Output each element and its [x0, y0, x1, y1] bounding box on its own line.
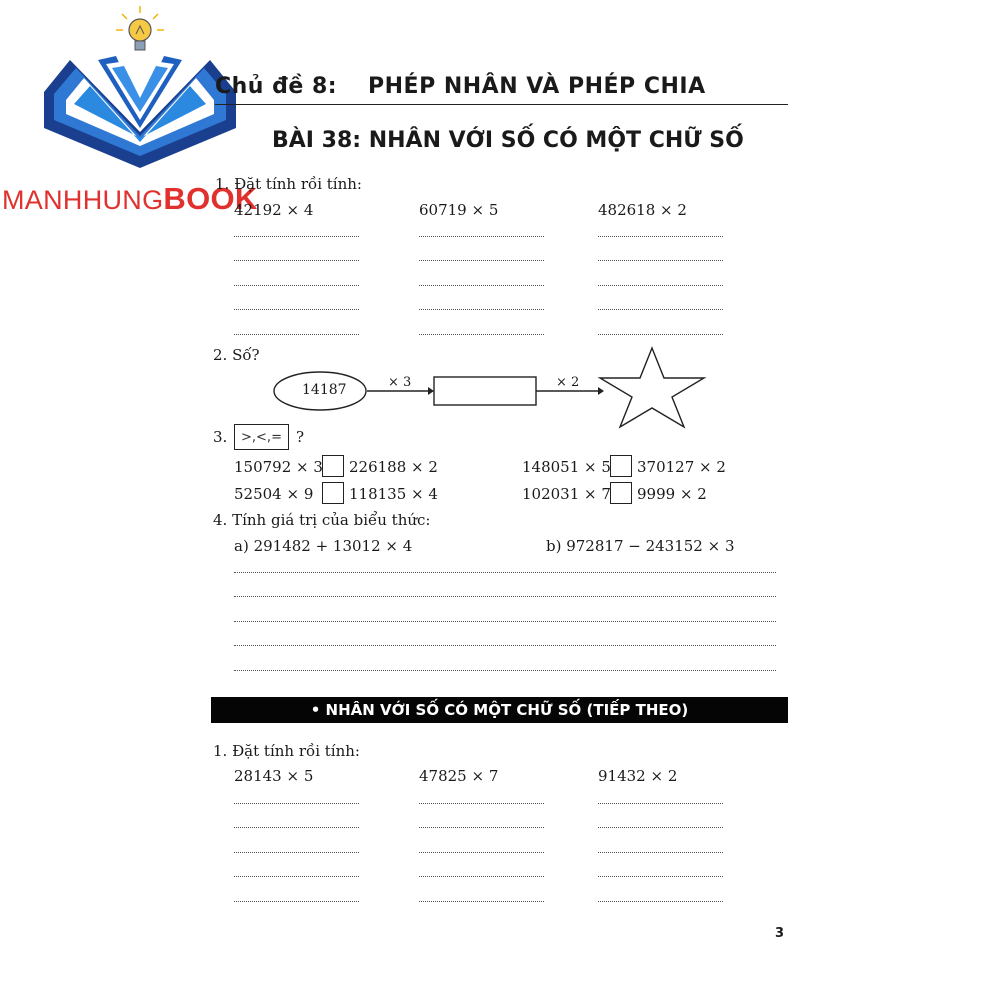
start-number: 14187 [302, 382, 347, 398]
compare-right: 118135 × 4 [349, 485, 438, 503]
ex1-item: 42192 × 4 [234, 201, 314, 219]
ex4-part-a: a) 291482 + 13012 × 4 [234, 537, 413, 555]
ex1-item: 482618 × 2 [598, 201, 687, 219]
star-icon [600, 348, 704, 427]
ex3-number: 3. [213, 428, 228, 446]
compare-left: 148051 × 5 [522, 458, 611, 476]
p2-ex1-item: 47825 × 7 [419, 767, 499, 785]
lesson-title: BÀI 38: NHÂN VỚI SỐ CÓ MỘT CHỮ SỐ [272, 128, 744, 153]
compare-right: 9999 × 2 [637, 485, 707, 503]
section-banner: • NHÂN VỚI SỐ CÓ MỘT CHỮ SỐ (TIẾP THEO) [211, 697, 788, 723]
ex1-title: 1. Đặt tính rồi tính: [215, 175, 362, 193]
op2-label: × 2 [556, 375, 580, 390]
compare-left: 102031 × 7 [522, 485, 611, 503]
header-rule [215, 104, 788, 105]
lightbulb-icon [116, 6, 164, 50]
p2-ex1-item: 28143 × 5 [234, 767, 314, 785]
brand-name: MANHHUNGBOOK [2, 181, 258, 216]
compare-right: 226188 × 2 [349, 458, 438, 476]
ex4-title: 4. Tính giá trị của biểu thức: [213, 511, 431, 529]
ex1-item: 60719 × 5 [419, 201, 499, 219]
open-book-icon [44, 56, 236, 168]
answer-box [434, 377, 536, 405]
compare-left: 150792 × 3 [234, 458, 323, 476]
compare-right: 370127 × 2 [637, 458, 726, 476]
chapter-topic: PHÉP NHÂN VÀ PHÉP CHIA [368, 74, 706, 99]
chapter-heading [215, 74, 706, 99]
op1-label: × 3 [388, 375, 412, 390]
chapter-label: Chủ đề 8: [215, 74, 338, 99]
compare-answer-box[interactable] [322, 482, 344, 504]
compare-answer-box[interactable] [322, 455, 344, 477]
p2-ex1-title: 1. Đặt tính rồi tính: [213, 742, 360, 760]
compare-left: 52504 × 9 [234, 485, 314, 503]
compare-signs-box: >,<,= [234, 424, 289, 450]
ex2-title: 2. Số? [213, 346, 260, 364]
ex4-part-b: b) 972817 − 243152 × 3 [546, 537, 735, 555]
ex3-question-mark: ? [296, 428, 305, 446]
compare-answer-box[interactable] [610, 455, 632, 477]
compare-answer-box[interactable] [610, 482, 632, 504]
p2-ex1-item: 91432 × 2 [598, 767, 678, 785]
brand-logo [40, 0, 240, 172]
page-number: 3 [775, 926, 785, 941]
